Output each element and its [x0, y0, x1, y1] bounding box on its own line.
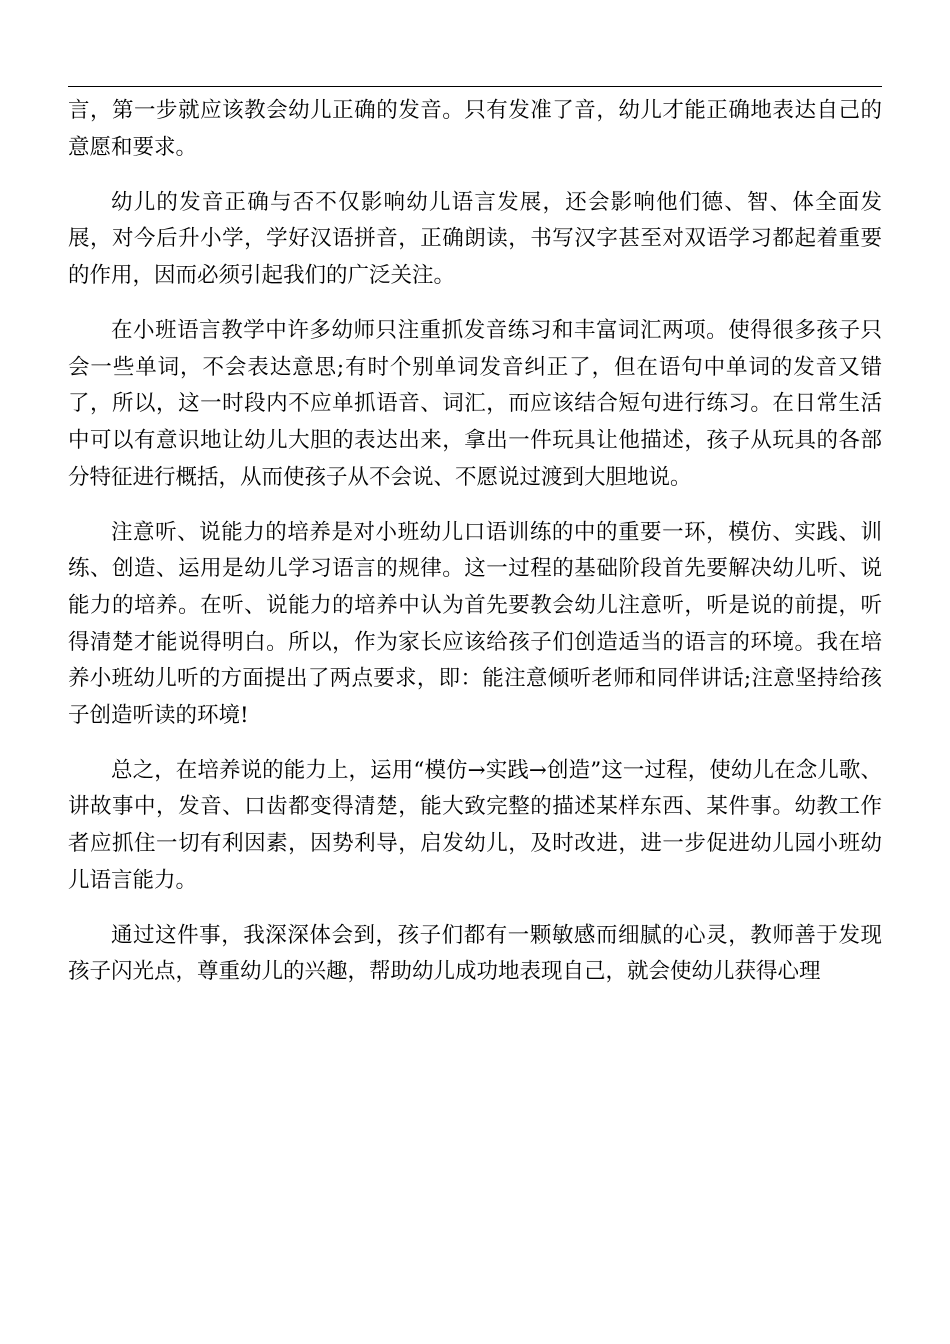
paragraph-5: 总之，在培养说的能力上，运用“模仿→实践→创造”这一过程，使幼儿在念儿歌、讲故事中，发音、口齿都变得清楚，能大致完整的描述某样东西、某件事。幼教工作者应抓住一切有利因素，因势利导，启发幼儿，及时改进，进一步促进幼儿园小班幼儿语言能力。 — [68, 757, 882, 893]
document-body — [68, 93, 882, 1010]
paragraph-3: 在小班语言教学中许多幼师只注重抓发音练习和丰富词汇两项。使得很多孩子只会一些单词，不会表达意思;有时个别单词发音纠正了，但在语句中单词的发音又错了，所以，这一时段内不应单抓语音、词汇，而应该结合短句进行练习。在日常生活中可以有意识地让幼儿大胆的表达出来，拿出一件玩具让他描述，孩子从玩具的各部分特征进行概括，从而使孩子从不会说、不愿说过渡到大胆地说。 — [68, 318, 882, 490]
paragraph-6: 通过这件事，我深深体会到，孩子们都有一颗敏感而细腻的心灵，教师善于发现孩子闪光点，尊重幼儿的兴趣，帮助幼儿成功地表现自己，就会使幼儿获得心理 — [68, 922, 882, 985]
paragraph-4: 注意听、说能力的培养是对小班幼儿口语训练的中的重要一环，模仿、实践、训练、创造、运用是幼儿学习语言的规律。这一过程的基础阶段首先要解决幼儿听、说能力的培养。在听、说能力的培养中认为首先要教会幼儿注意听，听是说的前提，听得清楚才能说得明白。所以，作为家长应该给孩子们创造适当的语言的环境。我在培养小班幼儿听的方面提出了两点要求，即：能注意倾听老师和同伴讲话;注意坚持给孩子创造听读的环境! — [68, 519, 882, 728]
header-rule — [68, 86, 882, 87]
paragraph-2: 幼儿的发音正确与否不仅影响幼儿语言发展，还会影响他们德、智、体全面发展，对今后升小学，学好汉语拼音，正确朗读，书写汉字甚至对双语学习都起着重要的作用，因而必须引起我们的广泛关注。 — [68, 189, 882, 288]
paragraph-1: 言，第一步就应该教会幼儿正确的发音。只有发准了音，幼儿才能正确地表达自己的意愿和要求。 — [68, 98, 882, 160]
